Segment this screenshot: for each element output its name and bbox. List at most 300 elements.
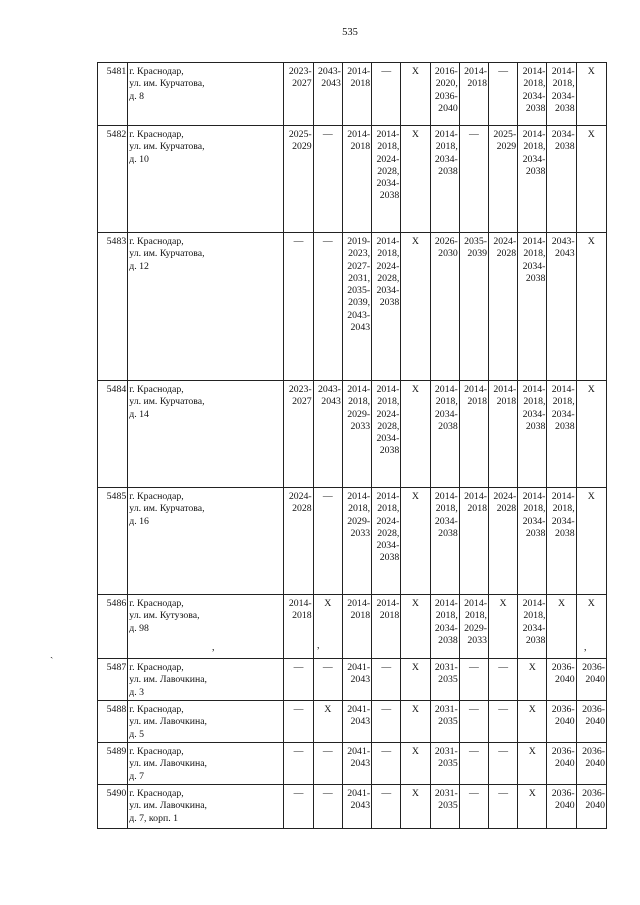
table-row [98, 381, 607, 488]
cell-line: 2036- [551, 704, 575, 715]
cell-line: — [322, 662, 333, 673]
scan-mark: , [584, 642, 587, 653]
cell-line: 2040 [555, 674, 575, 686]
cell-line: — [381, 704, 392, 715]
address-line: ул. им. Курчатова, [129, 396, 205, 408]
cell-line: X [587, 66, 595, 77]
address-line: ул. им. Лавочкина, [129, 800, 207, 812]
cell-line: 2043 [350, 322, 371, 334]
cell-line: 2018 [350, 78, 371, 90]
cell-line: 2034- [522, 90, 546, 102]
cell-line: 2025- [288, 129, 312, 140]
period-cell [372, 659, 401, 701]
cell-line: 2018, [377, 141, 400, 153]
period-cell [430, 233, 459, 381]
cell-line: 2036- [582, 704, 605, 715]
cell-line: 2018, [552, 78, 575, 90]
period-cell [372, 233, 401, 381]
cell-line: 2034- [434, 622, 458, 634]
cell-line: 2014- [288, 598, 312, 609]
cell-line: 2038 [525, 272, 546, 284]
cell-line: 2041- [347, 704, 371, 715]
address-line: д. 7 [129, 770, 145, 782]
cell-line: 2039, [348, 297, 371, 309]
cell-line: 2034- [434, 153, 458, 165]
cell-line: 2014- [434, 598, 458, 609]
cell-line: — [293, 746, 304, 757]
cell-line: 2014- [522, 491, 546, 502]
cell-line: 2040 [585, 716, 605, 728]
cell-line: 2014- [347, 129, 371, 140]
cell-line: 2018 [350, 610, 371, 622]
cell-line: 2018, [435, 141, 458, 153]
period-cell [430, 381, 459, 488]
cell-line: 2026- [434, 236, 458, 247]
period-cell [459, 126, 488, 233]
address-cell [128, 488, 284, 595]
cell-line: 2014- [434, 384, 458, 395]
cell-line: 2027- [347, 260, 371, 272]
cell-line: 2014- [376, 129, 400, 140]
period-cell [401, 785, 430, 829]
cell-line: 2018, [523, 503, 546, 515]
cell-line: 2014- [347, 66, 371, 77]
period-cell [547, 743, 576, 785]
period-cell [459, 701, 488, 743]
cell-line: 2014- [376, 598, 400, 609]
cell-line: 2036- [582, 746, 605, 757]
cell-line: 2036- [551, 662, 575, 673]
period-cell [284, 785, 313, 829]
cell-line: 2043 [350, 674, 371, 686]
cell-line: 2014- [551, 66, 575, 77]
address-line: ул. им. Лавочкина, [129, 716, 207, 728]
cell-line: — [293, 662, 304, 673]
cell-line: 2018 [292, 610, 312, 622]
cell-line: — [498, 662, 508, 673]
record-number: 5483 [98, 233, 128, 381]
cell-line: — [293, 704, 304, 715]
period-cell [313, 488, 342, 595]
cell-line: — [322, 746, 333, 757]
period-cell [518, 63, 547, 126]
period-cell [459, 743, 488, 785]
cell-line: X [528, 662, 536, 673]
cell-line: — [322, 236, 333, 247]
cell-line: 2038 [379, 445, 400, 457]
cell-line: X [528, 704, 536, 715]
record-number: 5482 [98, 126, 128, 233]
cell-line: 2036- [582, 788, 605, 799]
period-cell [459, 785, 488, 829]
period-cell [576, 595, 606, 659]
cell-line: — [468, 662, 479, 673]
cell-line: 2014- [522, 236, 546, 247]
cell-line: 2018, [552, 503, 575, 515]
cell-line: 2014- [434, 129, 458, 140]
cell-line: 2018 [467, 396, 487, 408]
cell-line: 2034- [551, 515, 575, 527]
period-cell [342, 743, 371, 785]
period-cell [401, 659, 430, 701]
period-cell [430, 126, 459, 233]
cell-line: 2018, [523, 396, 546, 408]
page-number: 535 [342, 27, 358, 38]
cell-line: 2036- [551, 788, 575, 799]
period-cell [576, 659, 606, 701]
cell-line: 2018, [523, 141, 546, 153]
table-row [98, 785, 607, 829]
period-cell [313, 785, 342, 829]
table-row [98, 595, 607, 659]
cell-line: 2014- [347, 598, 371, 609]
cell-line: X [528, 788, 536, 799]
period-cell [459, 381, 488, 488]
table-row [98, 233, 607, 381]
cell-line: 2018, [523, 248, 546, 260]
period-cell [518, 785, 547, 829]
cell-line: 2040 [585, 674, 605, 686]
period-cell [313, 701, 342, 743]
cell-line: 2043 [350, 716, 371, 728]
period-cell [372, 595, 401, 659]
address-line: ул. им. Курчатова, [129, 248, 205, 260]
cell-line: 2043 [555, 248, 575, 260]
period-cell [459, 595, 488, 659]
period-cell [430, 785, 459, 829]
cell-line: 2018, [435, 503, 458, 515]
period-cell [342, 63, 371, 126]
cell-line: 2040 [438, 102, 458, 114]
record-number: 5486 [98, 595, 128, 659]
record-number: 5489 [98, 743, 128, 785]
period-cell [430, 659, 459, 701]
cell-line: 2024- [376, 153, 400, 165]
cell-line: — [293, 236, 304, 247]
cell-line: 2018 [350, 141, 371, 153]
cell-line: 2023- [288, 384, 312, 395]
cell-line: 2018, [523, 78, 546, 90]
cell-line: 2038 [438, 420, 458, 432]
period-cell [372, 743, 401, 785]
period-cell [284, 233, 313, 381]
cell-line: 2029- [464, 622, 487, 634]
cell-line: 2018 [467, 78, 487, 90]
period-cell [430, 63, 459, 126]
record-number: 5481 [98, 63, 128, 126]
cell-line: 2028, [377, 272, 400, 284]
period-cell [313, 63, 342, 126]
period-cell [284, 743, 313, 785]
address-cell [128, 785, 284, 829]
period-cell [518, 701, 547, 743]
cell-line: 2043- [551, 236, 575, 247]
cell-line: — [468, 788, 479, 799]
cell-line: X [499, 598, 507, 609]
cell-line: 2038 [525, 634, 546, 646]
period-cell [284, 63, 313, 126]
address-cell [128, 63, 284, 126]
period-cell [488, 488, 517, 595]
period-cell [547, 701, 576, 743]
cell-line: X [411, 129, 419, 140]
cell-line: — [468, 129, 479, 140]
cell-line: — [468, 746, 479, 757]
cell-line: 2023, [348, 248, 371, 260]
cell-line: X [411, 598, 419, 609]
period-cell [547, 63, 576, 126]
cell-line: 2014- [376, 384, 400, 395]
address-line: д. 14 [129, 408, 149, 420]
cell-line: 2018 [467, 503, 487, 515]
record-number: 5490 [98, 785, 128, 829]
table-row [98, 126, 607, 233]
period-cell [459, 488, 488, 595]
period-cell [342, 126, 371, 233]
address-line: д. 16 [129, 515, 149, 527]
cell-line: 2043- [318, 384, 341, 395]
cell-line: 2036- [434, 90, 458, 102]
cell-line: — [322, 788, 333, 799]
cell-line: 2038 [525, 102, 546, 114]
cell-line: 2028 [496, 248, 517, 260]
address-line: д. 98 [129, 622, 149, 634]
cell-line: 2034- [376, 285, 400, 297]
period-cell [401, 233, 430, 381]
cell-line: X [587, 598, 595, 609]
cell-line: 2031- [434, 704, 458, 715]
address-line: д. 7, корп. 1 [129, 812, 179, 824]
cell-line: 2020, [435, 78, 458, 90]
address-line: ул. им. Лавочкина, [129, 674, 207, 686]
cell-line: X [411, 746, 419, 757]
cell-line: 2028, [377, 165, 400, 177]
period-cell [313, 381, 342, 488]
period-cell [284, 701, 313, 743]
address-line: д. 10 [129, 153, 149, 165]
cell-line: 2041- [347, 746, 371, 757]
cell-line: 2014- [434, 491, 458, 502]
cell-line: 2033 [350, 420, 371, 432]
address-line: г. Краснодар, [129, 746, 184, 757]
period-cell [430, 743, 459, 785]
period-cell [518, 659, 547, 701]
cell-line: 2043 [350, 800, 371, 812]
cell-line: 2038 [555, 527, 575, 539]
cell-line: 2024- [493, 491, 517, 502]
table-row [98, 743, 607, 785]
cell-line: X [528, 746, 536, 757]
period-cell [313, 743, 342, 785]
cell-line: 2030 [438, 248, 458, 260]
period-cell [488, 785, 517, 829]
cell-line: 2024- [376, 515, 400, 527]
scan-mark: ˎ [50, 648, 54, 659]
cell-line: 2025- [493, 129, 517, 140]
cell-line: 2014- [522, 384, 546, 395]
cell-line: 2041- [347, 662, 371, 673]
cell-line: 2028, [377, 420, 400, 432]
cell-line: 2027 [292, 396, 312, 408]
cell-line: 2014- [464, 384, 487, 395]
cell-line: 2014- [464, 66, 487, 77]
period-cell [401, 488, 430, 595]
address-line: г. Краснодар, [129, 236, 184, 247]
address-cell [128, 743, 284, 785]
cell-line: 2028, [377, 527, 400, 539]
period-cell [401, 381, 430, 488]
period-cell [284, 381, 313, 488]
cell-line: 2018, [377, 248, 400, 260]
cell-line: 2014- [376, 236, 400, 247]
address-line: г. Краснодар, [129, 598, 184, 609]
period-cell [342, 595, 371, 659]
cell-line: 2031, [348, 272, 371, 284]
cell-line: 2018, [377, 503, 400, 515]
cell-line: 2024- [493, 236, 517, 247]
address-line: г. Краснодар, [129, 662, 184, 673]
cell-line: 2038 [525, 420, 546, 432]
cell-line: 2018, [464, 610, 487, 622]
record-number: 5484 [98, 381, 128, 488]
cell-line: — [498, 746, 508, 757]
period-cell [284, 488, 313, 595]
cell-line: 2016- [434, 66, 458, 77]
cell-line: 2014- [464, 598, 487, 609]
address-line: ул. им. Лавочкина, [129, 758, 207, 770]
cell-line: 2034- [551, 408, 575, 420]
table-row [98, 488, 607, 595]
record-number: 5487 [98, 659, 128, 701]
period-cell [401, 743, 430, 785]
period-cell [342, 701, 371, 743]
period-cell [342, 488, 371, 595]
address-line: д. 3 [129, 686, 145, 698]
cell-line: 2014- [551, 384, 575, 395]
cell-line: — [322, 491, 333, 502]
cell-line: 2029 [496, 141, 517, 153]
period-cell [430, 595, 459, 659]
period-cell [372, 381, 401, 488]
address-line: г. Краснодар, [129, 788, 184, 799]
cell-line: X [587, 491, 595, 502]
cell-line: 2018, [552, 396, 575, 408]
cell-line: 2014- [464, 491, 487, 502]
period-cell [342, 659, 371, 701]
cell-line: — [381, 788, 392, 799]
period-cell [488, 63, 517, 126]
cell-line: X [324, 704, 332, 715]
cell-line: 2033 [350, 527, 371, 539]
period-cell [576, 785, 606, 829]
cell-line: — [381, 662, 392, 673]
period-cell [488, 126, 517, 233]
period-cell [284, 659, 313, 701]
address-line: д. 5 [129, 728, 145, 740]
cell-line: 2031- [434, 662, 458, 673]
cell-line: 2024- [376, 260, 400, 272]
period-cell [488, 701, 517, 743]
period-cell [372, 63, 401, 126]
cell-line: 2038 [525, 527, 546, 539]
building-schedule-table [97, 62, 607, 829]
period-cell [459, 233, 488, 381]
period-cell [372, 126, 401, 233]
cell-line: X [587, 236, 595, 247]
cell-line: X [411, 236, 419, 247]
period-cell [488, 743, 517, 785]
cell-line: 2034- [522, 153, 546, 165]
cell-line: 2038 [438, 634, 458, 646]
cell-line: 2040 [585, 758, 605, 770]
period-cell [488, 233, 517, 381]
cell-line: 2024- [376, 408, 400, 420]
cell-line: 2018, [435, 610, 458, 622]
cell-line: — [381, 66, 392, 77]
cell-line: 2019- [347, 236, 371, 247]
period-cell [518, 488, 547, 595]
period-cell [401, 595, 430, 659]
cell-line: — [498, 788, 508, 799]
cell-line: 2014- [347, 491, 371, 502]
cell-line: 2035 [438, 758, 458, 770]
cell-line: 2036- [582, 662, 605, 673]
address-line: ул. им. Кутузова, [129, 610, 200, 622]
scan-mark: , [317, 640, 320, 651]
cell-line: 2034- [522, 622, 546, 634]
record-number: 5488 [98, 701, 128, 743]
cell-line: 2040 [585, 800, 605, 812]
cell-line: 2018, [348, 503, 371, 515]
cell-line: 2029- [347, 515, 371, 527]
cell-line: 2040 [555, 716, 575, 728]
period-cell [430, 701, 459, 743]
period-cell [401, 701, 430, 743]
period-cell [488, 381, 517, 488]
cell-line: — [498, 704, 508, 715]
address-line: ул. им. Курчатова, [129, 141, 205, 153]
cell-line: 2029 [292, 141, 312, 153]
address-cell [128, 126, 284, 233]
address-cell [128, 701, 284, 743]
cell-line: — [498, 66, 508, 77]
period-cell [576, 701, 606, 743]
cell-line: 2034- [522, 260, 546, 272]
cell-line: X [411, 66, 419, 77]
cell-line: 2039 [467, 248, 487, 260]
address-line: ул. им. Курчатова, [129, 78, 205, 90]
period-cell [547, 785, 576, 829]
address-cell [128, 659, 284, 701]
cell-line: 2038 [438, 527, 458, 539]
period-cell [547, 488, 576, 595]
period-cell [459, 659, 488, 701]
period-cell [547, 233, 576, 381]
cell-line: X [587, 129, 595, 140]
address-line: г. Краснодар, [129, 129, 184, 140]
period-cell [372, 488, 401, 595]
cell-line: 2035- [347, 285, 371, 297]
cell-line: 2034- [434, 408, 458, 420]
cell-line: 2038 [438, 165, 458, 177]
cell-line: 2035 [438, 716, 458, 728]
cell-line: 2035 [438, 674, 458, 686]
cell-line: — [381, 746, 392, 757]
cell-line: 2038 [555, 141, 575, 153]
cell-line: 2038 [379, 190, 400, 202]
period-cell [576, 488, 606, 595]
address-cell [128, 381, 284, 488]
